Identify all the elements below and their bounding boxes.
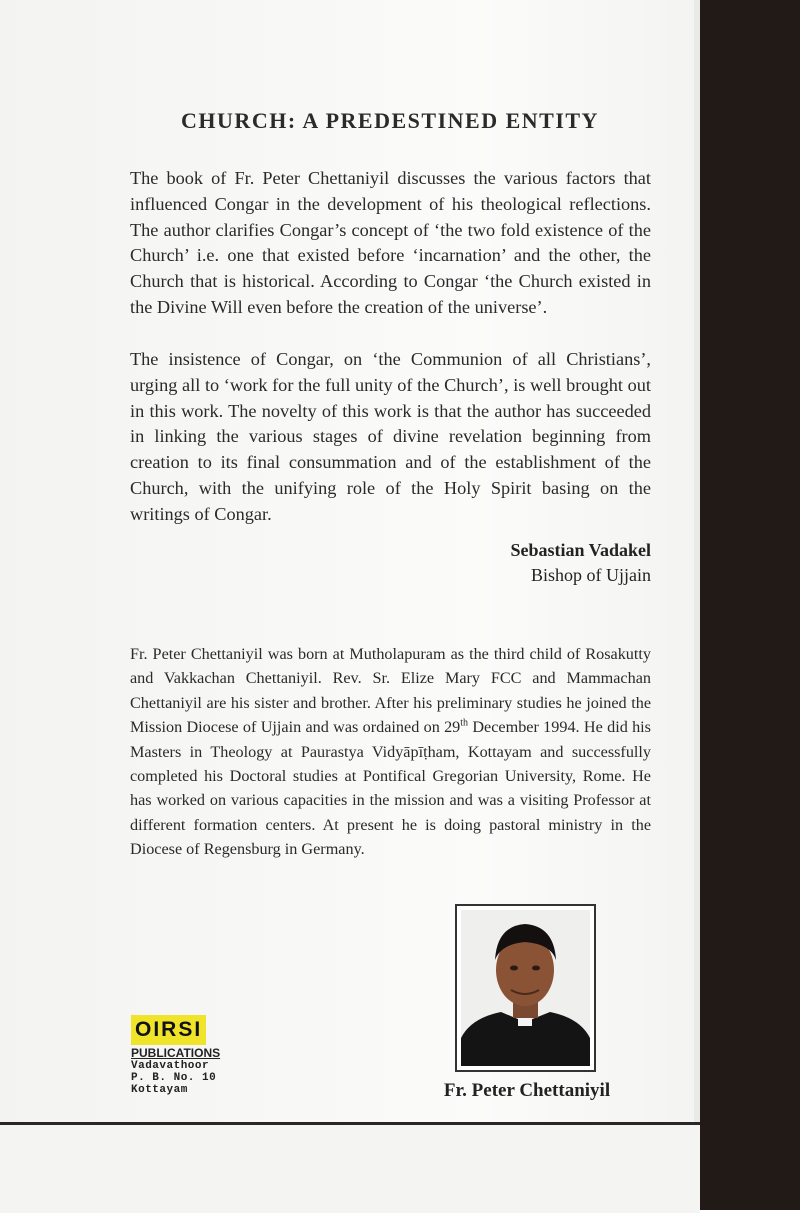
photo-caption: Fr. Peter Chettaniyil [443,1080,611,1101]
bio-text-1: Fr. Peter Chettaniyil was born at Mutholapuram as the third child of Rosakutty and Vakkachan Chettaniyil. Rev. Sr. Elize Mary FCC and Mammachan Chettaniyil are his sister and brother. After his preliminary studies he joined the Mission Diocese of Ujjain and was ordained on 29 [130,645,651,737]
author-photo [455,904,596,1072]
author-bio [130,642,651,862]
bio-superscript: th [460,717,469,729]
publisher-subtitle: PUBLICATIONS [131,1046,221,1060]
bio-text-2: December 1994. He did his Masters in Theology at Paurastya Vidyāpīṭham, Kottayam and successfully completed his Doctoral studies at Pontifical Gregorian University, Rome. He has worked on various capacities in the mission and was a visiting Professor at different formation centers. At present he is doing pastoral ministry in the Diocese of Regensburg in Germany. [130,718,651,859]
bottom-band [0,1122,700,1213]
book-spine [700,0,800,1210]
publisher-address-line: Vadavathoor [131,1060,210,1072]
blurb-paragraph-2: The insistence of Congar, on ‘the Communion of all Christians’, urging all to ‘work for the full unity of the Church’, is well brought out in this work. The novelty of this work is that the author has succeeded in linking the various stages of divine revelation beginning from creation to its final consummation and of the establishment of the Church, with the unifying role of the Holy Spirit basing on the writings of Congar. [130,349,651,524]
publisher-logo-mark: OIRSI [131,1015,206,1045]
signature-role: Bishop of Ujjain [531,565,651,585]
blurb-paragraph-1: The book of Fr. Peter Chettaniyil discusses the various factors that influenced Congar in the development of his theological reflections. The author clarifies Congar’s concept of ‘the two fold existence of the Church’ i.e. one that existed before ‘incarnation’ and the other, the Church that is historical. According to Congar ‘the Church existed in the Divine Will even before the creation of the universe’. [130,168,651,317]
publisher-address-line: P. B. No. 10 [131,1072,217,1084]
publisher-logo [131,1015,241,1096]
publisher-address-line: Kottayam [131,1084,188,1096]
book-title: CHURCH: A PREDESTINED ENTITY [181,108,599,133]
signature-name: Sebastian Vadakel [510,540,651,560]
author-portrait-image [461,910,590,1066]
